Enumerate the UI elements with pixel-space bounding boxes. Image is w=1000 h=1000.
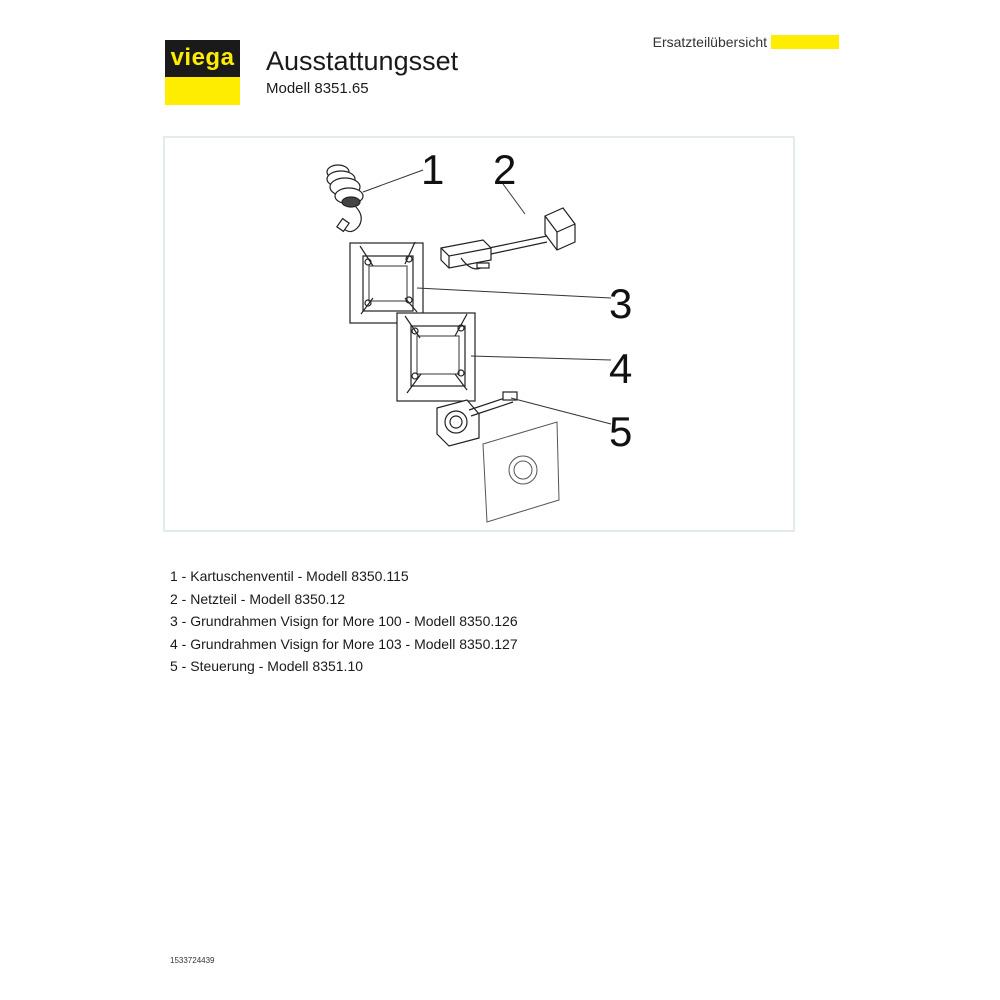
logo-yellow-block bbox=[165, 77, 240, 105]
parts-legend bbox=[170, 566, 518, 679]
viega-logo bbox=[165, 40, 240, 105]
cover-plate-part bbox=[483, 422, 559, 522]
cartridge-valve-part bbox=[327, 165, 363, 232]
callout-5: 5 bbox=[609, 408, 633, 455]
callout-3: 3 bbox=[609, 280, 633, 327]
base-frame-100-part bbox=[350, 242, 423, 323]
document-number: 1533724439 bbox=[170, 956, 215, 965]
exploded-parts-drawing bbox=[163, 136, 795, 532]
model-subtitle: Modell 8351.65 bbox=[266, 80, 369, 97]
power-supply-part bbox=[441, 208, 575, 269]
callout-4: 4 bbox=[609, 345, 633, 392]
legend-item: 3 - Grundrahmen Visign for More 100 - Modell 8350.126 bbox=[170, 613, 518, 629]
base-frame-103-part bbox=[397, 313, 475, 401]
legend-item: 5 - Steuerung - Modell 8351.10 bbox=[170, 658, 364, 674]
legend-item: 2 - Netzteil - Modell 8350.12 bbox=[170, 590, 346, 607]
callout-2: 2 bbox=[493, 146, 517, 193]
page-title: Ausstattungsset bbox=[266, 46, 459, 76]
document-type-label: Ersatzteilübersicht bbox=[652, 34, 767, 50]
callout-1: 1 bbox=[421, 146, 445, 193]
logo-text: viega bbox=[170, 44, 235, 71]
legend-item: 1 - Kartuschenventil - Modell 8350.115 bbox=[170, 568, 409, 584]
parts-illustration bbox=[165, 138, 797, 534]
legend-item: 4 - Grundrahmen Visign for More 103 - Modell 8350.127 bbox=[170, 635, 518, 652]
document-type-highlight-bar bbox=[771, 35, 839, 49]
